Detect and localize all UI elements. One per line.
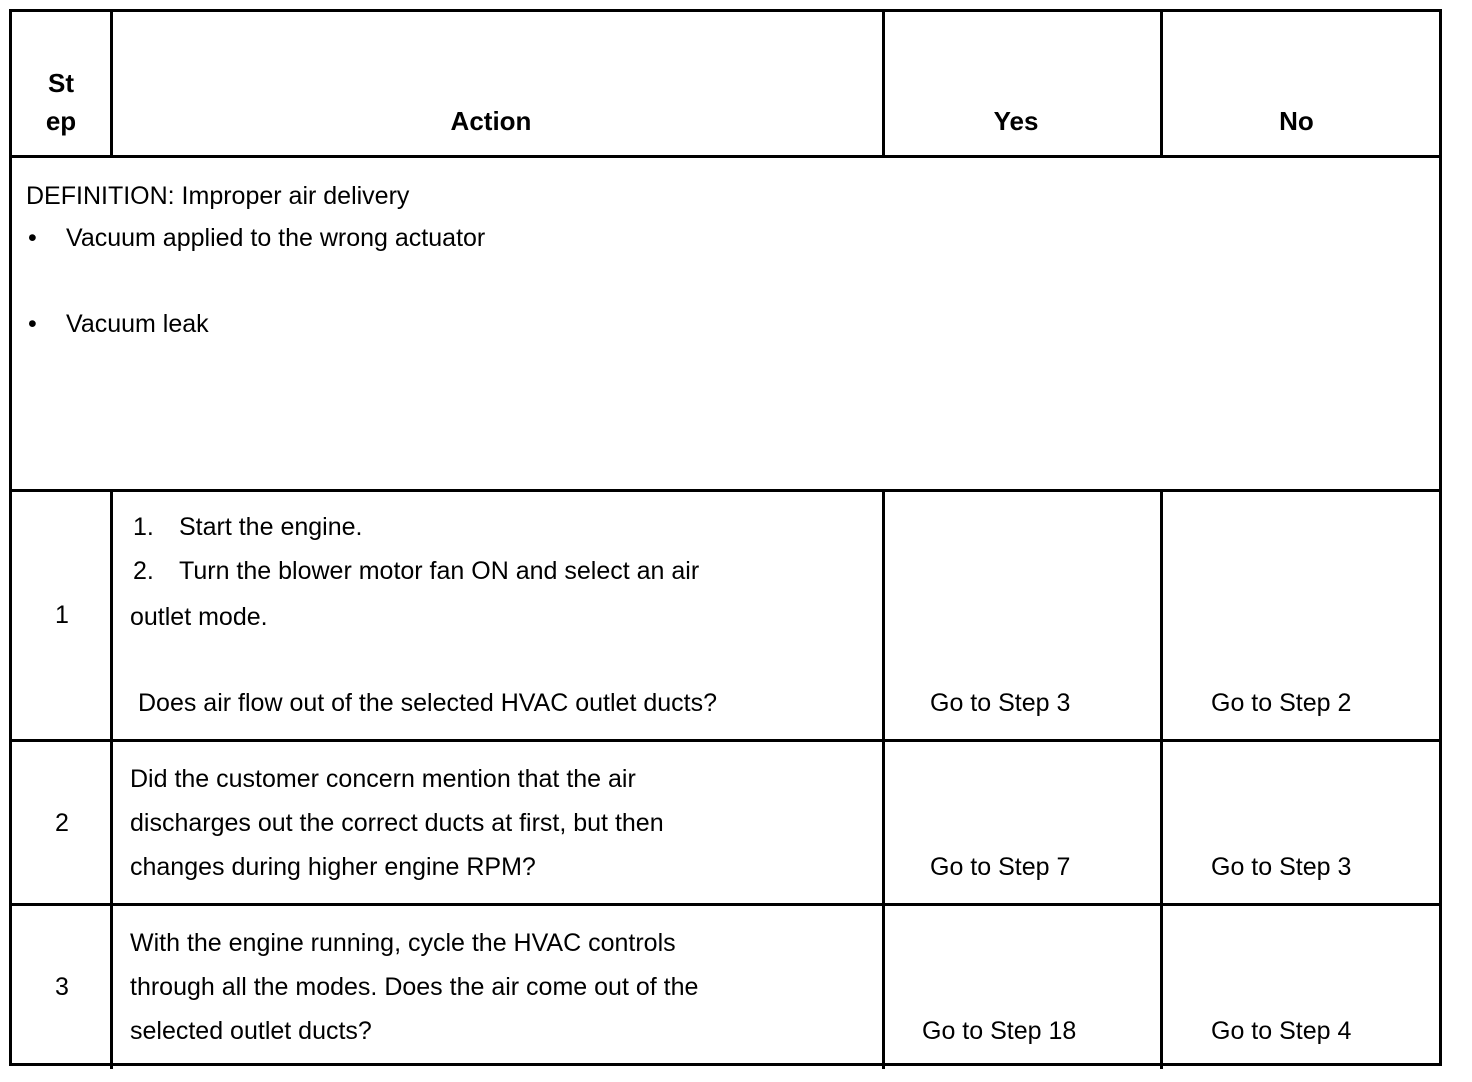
col-divider-yes-body	[1160, 489, 1163, 1069]
definition-divider	[12, 489, 1439, 492]
header-step-line1: St	[48, 68, 74, 98]
instruction-item	[133, 513, 362, 542]
step-text-line: Did the customer concern mention that the air	[130, 765, 636, 793]
step-text-line: With the engine running, cycle the HVAC controls	[130, 929, 676, 957]
definition-title: DEFINITION: Improper air delivery	[26, 182, 410, 210]
instruction-number: 2.	[133, 557, 154, 585]
row2-divider	[12, 903, 1439, 906]
step-text-line: discharges out the correct ducts at first, but then	[130, 809, 664, 837]
step-text-line: selected outlet ducts?	[130, 1017, 372, 1045]
instruction-item	[133, 557, 699, 586]
step-number: 3	[55, 973, 69, 1001]
instruction-number: 1.	[133, 513, 154, 541]
bullet-icon: •	[28, 310, 37, 338]
col-divider-action-body	[882, 489, 885, 1069]
step-question: Does air flow out of the selected HVAC outlet ducts?	[138, 689, 718, 717]
no-outcome: Go to Step 4	[1211, 1017, 1352, 1045]
yes-outcome: Go to Step 3	[930, 689, 1071, 717]
row1-divider	[12, 739, 1439, 742]
bullet-icon: •	[28, 224, 37, 252]
yes-outcome: Go to Step 18	[922, 1017, 1077, 1045]
header-step	[12, 64, 110, 140]
no-outcome: Go to Step 2	[1211, 689, 1352, 717]
step-number: 2	[55, 809, 69, 837]
instruction-continuation: outlet mode.	[130, 603, 268, 631]
no-outcome: Go to Step 3	[1211, 853, 1352, 881]
header-no: No	[1279, 106, 1314, 136]
definition-bullet	[28, 224, 485, 253]
header-yes: Yes	[993, 106, 1039, 136]
yes-outcome: Go to Step 7	[930, 853, 1071, 881]
header-action: Action	[450, 106, 532, 136]
instruction-text: Start the engine.	[179, 513, 363, 541]
instruction-text: Turn the blower motor fan ON and select an air	[179, 557, 700, 585]
header-divider	[12, 155, 1439, 158]
step-text-line: changes during higher engine RPM?	[130, 853, 536, 881]
diagnostic-table	[9, 9, 1442, 1066]
step-text-line: through all the modes. Does the air come out of the	[130, 973, 699, 1001]
bullet-text: Vacuum leak	[66, 310, 209, 338]
definition-bullet	[28, 310, 209, 339]
step-number: 1	[55, 601, 69, 629]
bullet-text: Vacuum applied to the wrong actuator	[66, 224, 486, 252]
header-step-line2: ep	[45, 106, 77, 136]
